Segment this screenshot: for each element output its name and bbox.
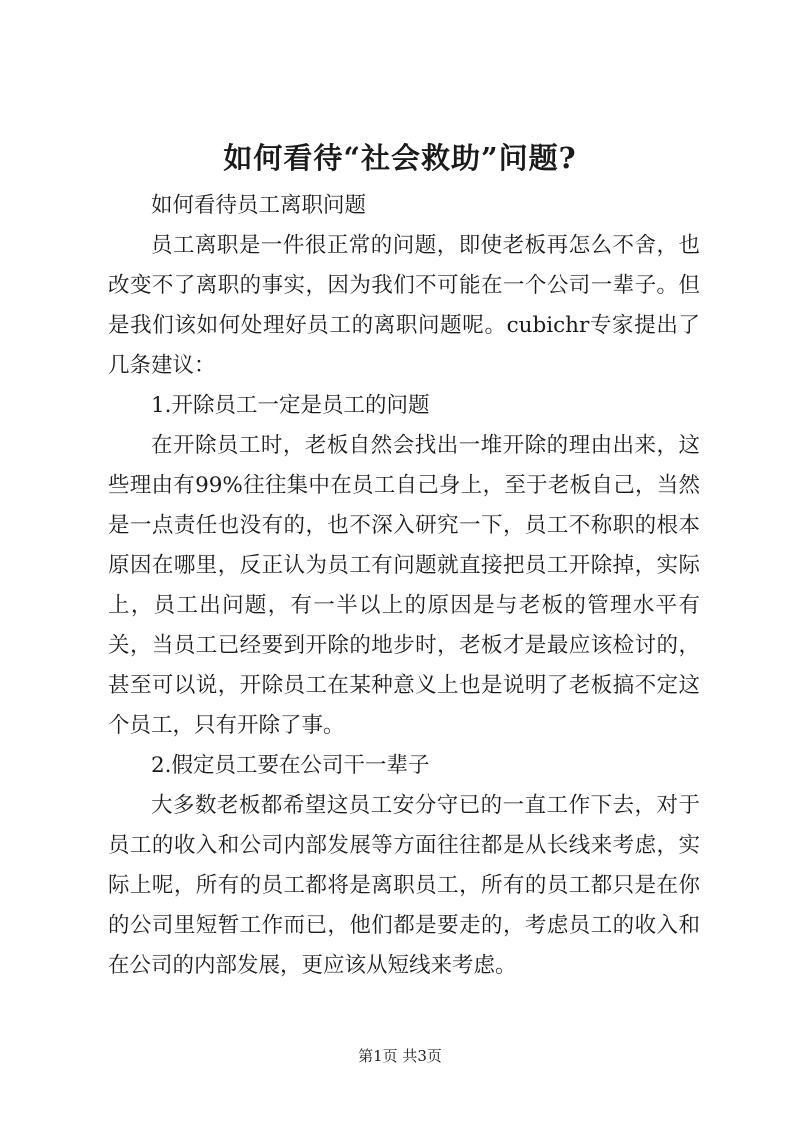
page-footer: 第1页 共3页 [358,1047,442,1065]
document-body [108,186,700,986]
paragraph-section-2: 大多数老板都希望这员工安分守已的一直工作下去，对于员工的收入和公司内部发展等方面往往都是从长线来考虑，实际上呢，所有的员工都将是离职员工，所有的员工都只是在你的公司里短暂工作而已，他们都是要走的，考虑员工的收入和在公司的内部发展，更应该从短线来考虑。 [108,793,700,978]
paragraph-subtitle: 如何看待员工离职问题 [151,193,367,218]
paragraph-intro: 员工离职是一件很正常的问题，即使老板再怎么不舍，也改变不了离职的事实，因为我们不可能在一个公司一辈子。但是我们该如何处理好员工的离职问题呢。cubichr专家提出了几条建议： [108,233,700,378]
document-title: 如何看待“社会救助”问题? [223,141,577,175]
paragraph-section-1: 在开除员工时，老板自然会找出一堆开除的理由出来，这些理由有99%往往集中在员工自己身上，至于老板自己，当然是一点责任也没有的，也不深入研究一下，员工不称职的根本原因在哪里，反正认为员工有问题就直接把员工开除掉，实际上，员工出问题，有一半以上的原因是与老板的管理水平有关，当员工已经要到开除的地步时，老板才是最应该检讨的，甚至可以说，开除员工在某种意义上也是说明了老板搞不定这个员工，只有开除了事。 [108,433,700,738]
section-heading-2: 2.假定员工要在公司干一辈子 [151,753,430,778]
section-heading-1: 1.开除员工一定是员工的问题 [151,393,430,418]
